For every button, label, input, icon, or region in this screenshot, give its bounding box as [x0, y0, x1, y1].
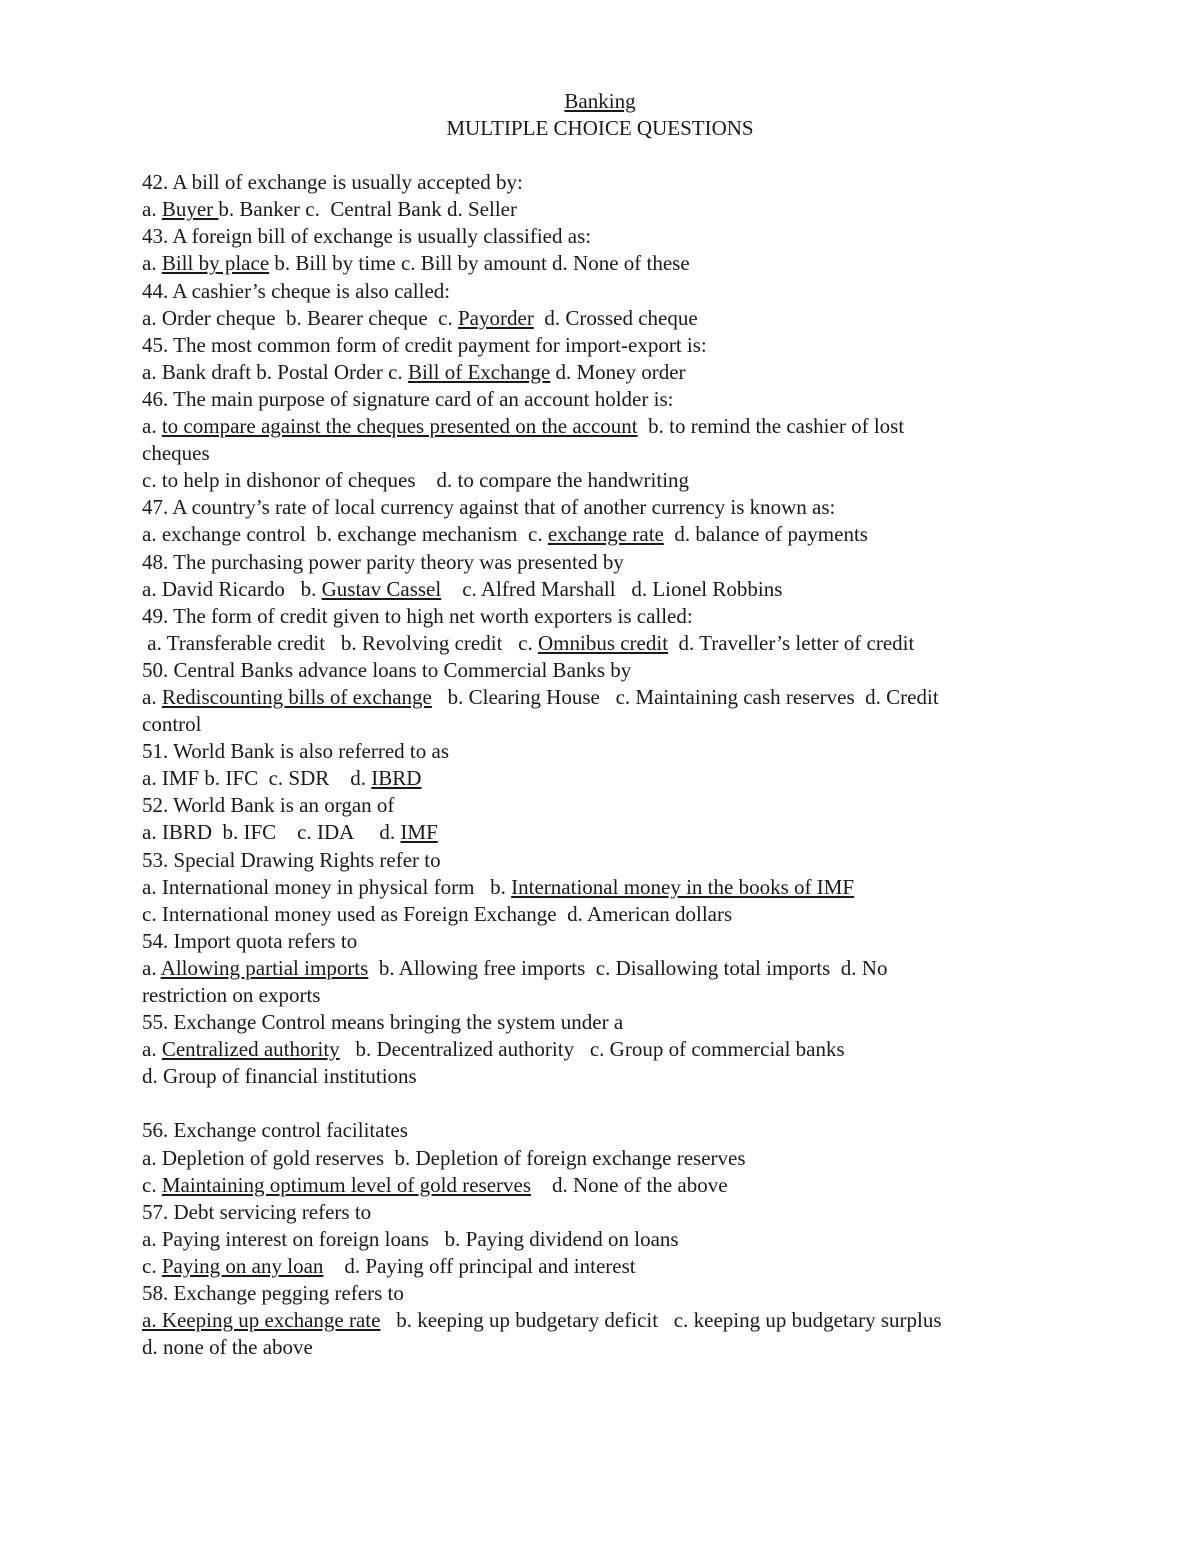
- text-segment: 45. The most common form of credit payment for import-export is:: [142, 332, 707, 357]
- text-segment: b. keeping up budgetary deficit c. keeping up budgetary surplus: [380, 1308, 942, 1333]
- text-segment: a. Transferable credit b. Revolving credit c.: [142, 630, 538, 655]
- answer-options-line: [142, 1307, 1062, 1334]
- answer-options-line: [142, 467, 1062, 494]
- question-text: [142, 657, 1062, 684]
- text-segment: 47. A country’s rate of local currency against that of another currency is known as:: [142, 495, 836, 520]
- answer-options-line: [142, 874, 1062, 901]
- correct-answer: Bill by place: [161, 251, 270, 276]
- question-text: [142, 223, 1062, 250]
- correct-answer: Payorder: [458, 305, 534, 330]
- text-segment: 53. Special Drawing Rights refer to: [142, 847, 441, 872]
- text-segment: a.: [142, 1037, 162, 1062]
- text-segment: b. Bill by time c. Bill by amount d. None of these: [269, 251, 690, 276]
- correct-answer: Omnibus credit: [537, 630, 669, 655]
- text-segment: 54. Import quota refers to: [142, 928, 358, 953]
- answer-options-line: [142, 1226, 1062, 1253]
- text-segment: 49. The form of credit given to high net worth exporters is called:: [142, 603, 693, 628]
- text-segment: 42. A bill of exchange is usually accepted by:: [142, 170, 523, 195]
- text-segment: b. Allowing free imports c. Disallowing total imports d. No: [368, 955, 888, 980]
- question-text: [142, 847, 1062, 874]
- text-segment: control: [142, 712, 202, 737]
- answer-options-line: [142, 1063, 1062, 1090]
- text-segment: b. Clearing House c. Maintaining cash reserves d. Credit: [431, 684, 939, 709]
- question-text: [142, 603, 1062, 630]
- text-segment: c.: [142, 1172, 162, 1197]
- blank-line: [142, 1090, 1062, 1117]
- text-segment: b. to remind the cashier of lost: [637, 414, 905, 439]
- text-segment: a.: [142, 414, 162, 439]
- answer-options-line: [142, 1172, 1062, 1199]
- question-text: [142, 1117, 1062, 1144]
- answer-options-line: [142, 630, 1062, 657]
- text-segment: a.: [142, 684, 162, 709]
- question-text: [142, 549, 1062, 576]
- question-text: [142, 1280, 1062, 1307]
- correct-answer: Allowing partial imports: [160, 955, 369, 980]
- answer-options-line: [142, 1145, 1062, 1172]
- question-text: [142, 738, 1062, 765]
- text-segment: a. Order cheque b. Bearer cheque c.: [142, 305, 458, 330]
- answer-options-line: [142, 250, 1062, 277]
- question-text: [142, 1199, 1062, 1226]
- correct-answer: IMF: [400, 820, 438, 845]
- text-segment: 51. World Bank is also referred to as: [142, 739, 450, 764]
- text-segment: 44. A cashier’s cheque is also called:: [142, 278, 451, 303]
- question-text: [142, 792, 1062, 819]
- answer-options-line: [142, 819, 1062, 846]
- question-45: [142, 332, 1062, 386]
- question-56: [142, 1090, 1062, 1198]
- answer-options-line: [142, 359, 1062, 386]
- question-43: [142, 223, 1062, 277]
- text-segment: d. Paying off principal and interest: [323, 1253, 636, 1278]
- question-58: [142, 1280, 1062, 1361]
- text-segment: 56. Exchange control facilitates: [142, 1118, 408, 1143]
- question-text: [142, 494, 1062, 521]
- text-segment: 57. Debt servicing refers to: [142, 1199, 372, 1224]
- text-segment: a.: [142, 251, 162, 276]
- question-53: [142, 847, 1062, 928]
- correct-answer: International money in the books of IMF: [511, 874, 855, 899]
- correct-answer: a. Keeping up exchange rate: [142, 1308, 381, 1333]
- text-segment: 52. World Bank is an organ of: [142, 793, 395, 818]
- question-54: [142, 928, 1062, 1009]
- correct-answer: Maintaining optimum level of gold reserves: [161, 1172, 531, 1197]
- document-title: Banking: [564, 89, 636, 113]
- document-subtitle: MULTIPLE CHOICE QUESTIONS: [446, 116, 754, 141]
- correct-answer: Bill of Exchange: [407, 359, 551, 384]
- question-list: [142, 169, 1062, 1361]
- text-segment: d. balance of payments: [663, 522, 868, 547]
- question-44: [142, 278, 1062, 332]
- answer-options-line: [142, 955, 1062, 982]
- answer-options-line: [142, 413, 1062, 440]
- text-segment: cheques: [142, 441, 210, 466]
- answer-options-line: [142, 305, 1062, 332]
- text-segment: 55. Exchange Control means bringing the system under a: [142, 1010, 624, 1035]
- answer-options-line: [142, 684, 1062, 711]
- answer-options-line: [142, 521, 1062, 548]
- text-segment: 48. The purchasing power parity theory was presented by: [142, 549, 624, 574]
- question-57: [142, 1199, 1062, 1280]
- correct-answer: Centralized authority: [161, 1037, 340, 1062]
- text-segment: a. IBRD b. IFC c. IDA d.: [142, 820, 401, 845]
- correct-answer: Paying on any loan: [161, 1253, 324, 1278]
- answer-options-line: [142, 1334, 1062, 1361]
- answer-options-line: [142, 196, 1062, 223]
- answer-options-line: [142, 576, 1062, 603]
- text-segment: a.: [142, 955, 161, 980]
- text-segment: a. Bank draft b. Postal Order c.: [142, 359, 408, 384]
- question-text: [142, 278, 1062, 305]
- question-text: [142, 332, 1062, 359]
- text-segment: a. IMF b. IFC c. SDR d.: [142, 766, 372, 791]
- question-47: [142, 494, 1062, 548]
- correct-answer: Buyer: [161, 197, 219, 222]
- question-52: [142, 792, 1062, 846]
- correct-answer: IBRD: [371, 766, 422, 791]
- question-51: [142, 738, 1062, 792]
- question-55: [142, 1009, 1062, 1090]
- text-segment: a. David Ricardo b.: [142, 576, 322, 601]
- text-segment: a. Depletion of gold reserves b. Depletion of foreign exchange reserves: [142, 1145, 746, 1170]
- text-segment: restriction on exports: [142, 983, 321, 1007]
- text-segment: 50. Central Banks advance loans to Commercial Banks by: [142, 657, 632, 682]
- text-segment: d. Traveller’s letter of credit: [668, 630, 915, 655]
- answer-options-line: [142, 1036, 1062, 1063]
- question-text: [142, 386, 1062, 413]
- text-segment: a. exchange control b. exchange mechanism c.: [142, 522, 548, 547]
- answer-options-line: [142, 1253, 1062, 1280]
- question-text: [142, 1009, 1062, 1036]
- question-text: [142, 169, 1062, 196]
- text-segment: d. None of the above: [531, 1172, 728, 1197]
- text-segment: d. Money order: [550, 359, 686, 384]
- correct-answer: exchange rate: [547, 522, 664, 547]
- document-header: [142, 88, 1058, 142]
- text-segment: 46. The main purpose of signature card of an account holder is:: [142, 386, 674, 411]
- text-segment: 58. Exchange pegging refers to: [142, 1281, 404, 1306]
- correct-answer: Rediscounting bills of exchange: [161, 684, 432, 709]
- text-segment: d. Crossed cheque: [533, 305, 698, 330]
- text-segment: a. Paying interest on foreign loans b. Paying dividend on loans: [142, 1226, 679, 1251]
- text-segment: b. Decentralized authority c. Group of commercial banks: [339, 1037, 845, 1062]
- text-segment: d. none of the above: [142, 1335, 313, 1360]
- text-segment: a.: [142, 197, 162, 222]
- question-49: [142, 603, 1062, 657]
- text-segment: d. Group of financial institutions: [142, 1064, 417, 1089]
- text-segment: c. to help in dishonor of cheques d. to compare the handwriting: [142, 468, 690, 493]
- answer-options-line: [142, 982, 1062, 1009]
- question-42: [142, 169, 1062, 223]
- correct-answer: Gustav Cassel: [321, 576, 442, 601]
- answer-options-line: [142, 440, 1062, 467]
- text-segment: c.: [142, 1253, 162, 1278]
- text-segment: c. Alfred Marshall d. Lionel Robbins: [441, 576, 783, 601]
- document-page: [142, 88, 1062, 1361]
- answer-options-line: [142, 901, 1062, 928]
- question-46: [142, 386, 1062, 494]
- question-48: [142, 549, 1062, 603]
- answer-options-line: [142, 765, 1062, 792]
- text-segment: a. International money in physical form b.: [142, 874, 512, 899]
- text-segment: c. International money used as Foreign Exchange d. American dollars: [142, 901, 733, 926]
- question-text: [142, 928, 1062, 955]
- question-50: [142, 657, 1062, 738]
- answer-options-line: [142, 711, 1062, 738]
- text-segment: 43. A foreign bill of exchange is usually classified as:: [142, 224, 592, 249]
- correct-answer: to compare against the cheques presented on the account: [161, 414, 638, 439]
- text-segment: b. Banker c. Central Bank d. Seller: [218, 197, 517, 222]
